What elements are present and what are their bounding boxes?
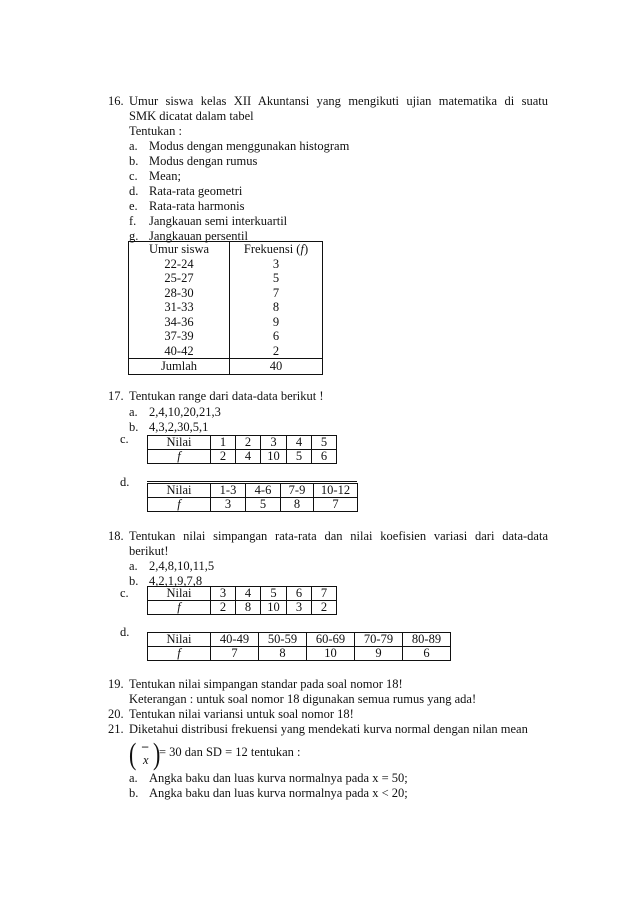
table-cell: 7 bbox=[312, 587, 337, 601]
table-cell: 3 bbox=[287, 601, 312, 615]
table-row bbox=[148, 484, 358, 498]
table-cell: 5 bbox=[230, 271, 323, 286]
table-cell: 6 bbox=[287, 587, 312, 601]
q18-item-b: b. 4,2,1,9,7,8 bbox=[129, 574, 203, 588]
table-cell: 7 bbox=[314, 498, 358, 512]
q17-table-c bbox=[147, 435, 337, 464]
q16-item-f: f. Jangkauan semi interkuartil bbox=[129, 214, 288, 228]
table-cell: 3 bbox=[261, 436, 287, 450]
q17-item-a: a. 2,4,10,20,21,3 bbox=[129, 405, 221, 419]
q21-line1: Diketahui distribusi frekuensi yang mendekati kurva normal dengan nilan mean bbox=[129, 722, 528, 736]
q20-number: 20. bbox=[108, 707, 124, 721]
table-cell: f bbox=[148, 601, 211, 615]
table-cell: 2 bbox=[312, 601, 337, 615]
table-cell: 8 bbox=[230, 300, 323, 315]
q18-item-a: a. 2,4,8,10,11,5 bbox=[129, 559, 215, 573]
table-cell: 25-27 bbox=[129, 271, 230, 286]
table-cell: Jumlah bbox=[129, 359, 230, 375]
table-row bbox=[129, 257, 323, 272]
table-cell: 28-30 bbox=[129, 286, 230, 301]
table-cell: 8 bbox=[236, 601, 261, 615]
table-cell: 5 bbox=[287, 450, 312, 464]
mean-bar: – bbox=[142, 739, 149, 753]
table-cell: f bbox=[148, 450, 211, 464]
mean-symbol bbox=[129, 735, 163, 771]
table-cell: 10 bbox=[261, 450, 287, 464]
q16-item-e: e. Rata-rata harmonis bbox=[129, 199, 245, 213]
table-row bbox=[148, 633, 451, 647]
table-row bbox=[129, 286, 323, 301]
q16-item-a: a. Modus dengan menggunakan histogram bbox=[129, 139, 350, 153]
table-cell: 9 bbox=[355, 647, 403, 661]
table-cell: 40-42 bbox=[129, 344, 230, 359]
table-cell: 4 bbox=[236, 587, 261, 601]
q16-frequency-table bbox=[128, 241, 323, 375]
q16-instruction: Tentukan : bbox=[129, 124, 182, 138]
table-cell: Nilai bbox=[148, 587, 211, 601]
table-cell: 60-69 bbox=[307, 633, 355, 647]
table-row bbox=[129, 329, 323, 344]
table-cell: 6 bbox=[312, 450, 337, 464]
table-header-row bbox=[129, 242, 323, 257]
q20-line1: Tentukan nilai variansi untuk soal nomor 18! bbox=[129, 707, 354, 721]
table-cell: 3 bbox=[211, 498, 246, 512]
table-cell: 2 bbox=[236, 436, 261, 450]
table-cell: 50-59 bbox=[259, 633, 307, 647]
table-cell: 6 bbox=[230, 329, 323, 344]
table-row bbox=[148, 498, 358, 512]
q16-line1: Umur siswa kelas XII Akuntansi yang mengikuti ujian matematika di suatu bbox=[129, 94, 548, 108]
q17-table-d bbox=[147, 483, 358, 512]
table-cell: 2 bbox=[211, 450, 236, 464]
table-cell: 5 bbox=[246, 498, 281, 512]
q18-table-c bbox=[147, 586, 337, 615]
table-cell: 40-49 bbox=[211, 633, 259, 647]
q17-item-c-letter: c. bbox=[120, 432, 129, 446]
table-cell: 9 bbox=[230, 315, 323, 330]
left-paren: ( bbox=[129, 735, 137, 771]
table-row bbox=[148, 601, 337, 615]
table-cell: 6 bbox=[403, 647, 451, 661]
table-cell: 22-24 bbox=[129, 257, 230, 272]
q18-line1: Tentukan nilai simpangan rata-rata dan nilai koefisien variasi dari data-data bbox=[129, 529, 548, 543]
q21-item-a: a. Angka baku dan luas kurva normalnya pada x = 50; bbox=[129, 771, 408, 785]
table-row bbox=[148, 647, 451, 661]
table-cell: 70-79 bbox=[355, 633, 403, 647]
q18-table-d bbox=[147, 632, 451, 661]
table-cell: 10-12 bbox=[314, 484, 358, 498]
table-cell: 8 bbox=[259, 647, 307, 661]
table-cell: 4 bbox=[287, 436, 312, 450]
q17-item-b: b. 4,3,2,30,5,1 bbox=[129, 420, 209, 434]
table-cell: 7-9 bbox=[281, 484, 314, 498]
q16-item-b: b. Modus dengan rumus bbox=[129, 154, 258, 168]
q17-item-d-letter: d. bbox=[120, 475, 130, 489]
q16-item-c: c. Mean; bbox=[129, 169, 181, 183]
q18-number: 18. bbox=[108, 529, 124, 543]
table-row bbox=[129, 315, 323, 330]
table-cell: 31-33 bbox=[129, 300, 230, 315]
q16-item-d: d. Rata-rata geometri bbox=[129, 184, 243, 198]
q17-number: 17. bbox=[108, 389, 124, 403]
q19-number: 19. bbox=[108, 677, 124, 691]
q17-line1: Tentukan range dari data-data berikut ! bbox=[129, 389, 324, 403]
table-row bbox=[148, 587, 337, 601]
table-row bbox=[129, 271, 323, 286]
table-header: Frekuensi (f) bbox=[230, 242, 323, 257]
table-cell: f bbox=[148, 498, 211, 512]
q21-number: 21. bbox=[108, 722, 124, 736]
table-total-row bbox=[129, 359, 323, 375]
table-cell: 7 bbox=[230, 286, 323, 301]
table-cell: 4-6 bbox=[246, 484, 281, 498]
q16-number: 16. bbox=[108, 94, 124, 108]
table-cell: Nilai bbox=[148, 484, 211, 498]
table-cell: 2 bbox=[230, 344, 323, 359]
table-cell: Nilai bbox=[148, 436, 211, 450]
table-cell: 37-39 bbox=[129, 329, 230, 344]
table-row bbox=[129, 344, 323, 359]
table-header: Umur siswa bbox=[129, 242, 230, 257]
right-paren: ) bbox=[153, 735, 161, 771]
q18-item-d-letter: d. bbox=[120, 625, 130, 639]
table-row bbox=[148, 436, 337, 450]
table-cell: 34-36 bbox=[129, 315, 230, 330]
q19-line2: Keterangan : untuk soal nomor 18 digunakan semua rumus yang ada! bbox=[129, 692, 477, 706]
table-cell: Nilai bbox=[148, 633, 211, 647]
table-cell: 10 bbox=[261, 601, 287, 615]
table-cell: 5 bbox=[261, 587, 287, 601]
q19-line1: Tentukan nilai simpangan standar pada soal nomor 18! bbox=[129, 677, 403, 691]
q16-line2: SMK dicatat dalam tabel bbox=[129, 109, 254, 123]
q16-item-g: g. Jangkauan persentil bbox=[129, 229, 248, 243]
table-cell: 1-3 bbox=[211, 484, 246, 498]
table-cell: 2 bbox=[211, 601, 236, 615]
table-row bbox=[129, 300, 323, 315]
table-cell: 4 bbox=[236, 450, 261, 464]
table-cell: 3 bbox=[211, 587, 236, 601]
table-cell: 1 bbox=[211, 436, 236, 450]
table-cell: 10 bbox=[307, 647, 355, 661]
mean-variable: x bbox=[143, 753, 149, 767]
table-cell: 5 bbox=[312, 436, 337, 450]
q21-item-b: b. Angka baku dan luas kurva normalnya pada x < 20; bbox=[129, 786, 408, 800]
table-cell: 3 bbox=[230, 257, 323, 272]
table-cell: 40 bbox=[230, 359, 323, 375]
table-row bbox=[148, 450, 337, 464]
table-cell: f bbox=[148, 647, 211, 661]
q21-mean-statement: = 30 dan SD = 12 tentukan : bbox=[159, 745, 301, 759]
table-cell: 7 bbox=[211, 647, 259, 661]
table-cell: 80-89 bbox=[403, 633, 451, 647]
divider bbox=[147, 481, 357, 482]
q18-item-c-letter: c. bbox=[120, 586, 129, 600]
table-cell: 8 bbox=[281, 498, 314, 512]
q18-line2: berikut! bbox=[129, 544, 169, 558]
